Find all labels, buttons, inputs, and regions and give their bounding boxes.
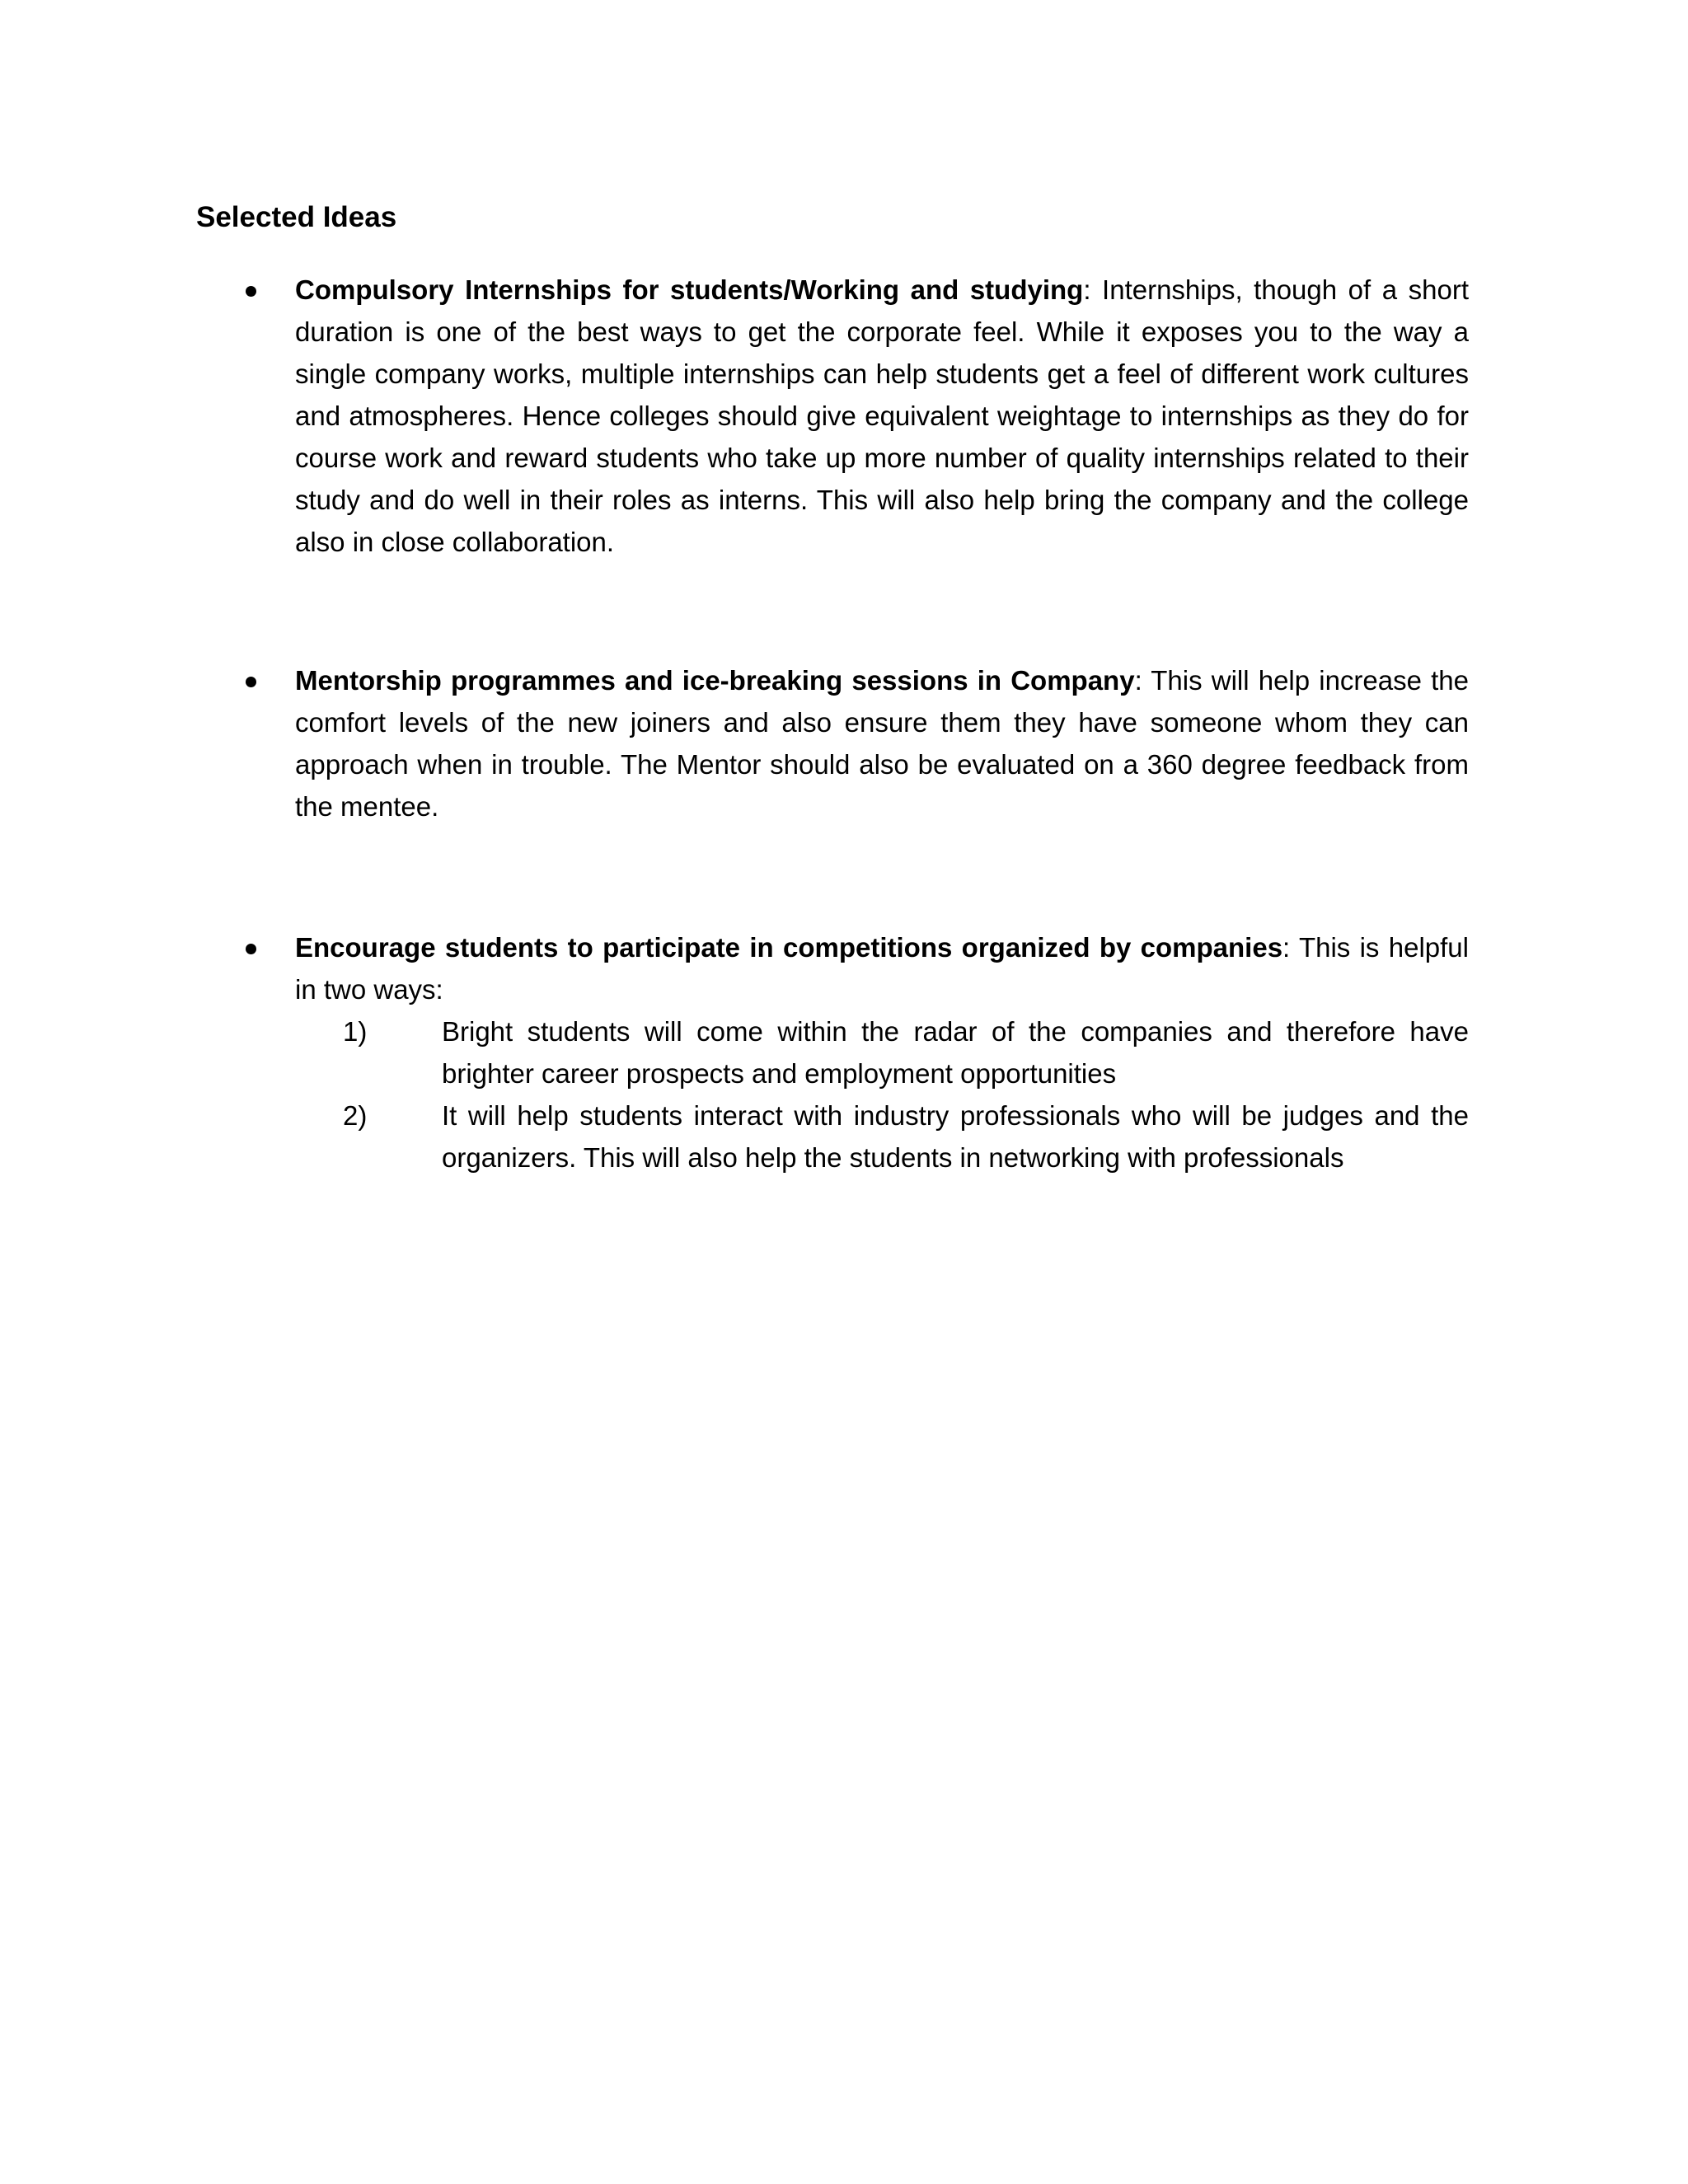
- bullet-icon: [246, 286, 256, 297]
- list-number: 1): [343, 1016, 368, 1047]
- list-item-body: This is helpful in two ways:: [295, 932, 1469, 1005]
- list-item-lead: Encourage students to participate in competitions organized by companies: [295, 932, 1283, 963]
- list-item-separator: :: [1083, 274, 1091, 305]
- list-item-text: [295, 269, 1469, 563]
- list-item-lead: Compulsory Internships for students/Working and studying: [295, 274, 1084, 305]
- list-item-lead: Mentorship programmes and ice-breaking sessions in Company: [295, 665, 1135, 696]
- numbered-list-item: [343, 1010, 1469, 1094]
- section-heading: Selected Ideas: [196, 201, 397, 233]
- list-item-body: This will help increase the comfort levels of the new joiners and also ensure them they have someone whom they can approach when in trouble. The Mentor should also be evaluated on a 360 degree feedback from the mentee.: [295, 665, 1469, 822]
- numbered-list-item: [343, 1094, 1469, 1179]
- numbered-list-text: Bright students will come within the radar of the companies and therefore have brighter career prospects and employment opportunities: [442, 1016, 1469, 1089]
- list-number: 2): [343, 1100, 368, 1131]
- numbered-list: [343, 1010, 1469, 1179]
- bullet-icon: [246, 944, 256, 954]
- list-item-separator: :: [1282, 932, 1291, 963]
- list-item-body: Internships, though of a short duration is one of the best ways to get the corporate feel. While it exposes you to the way a single company works, multiple internships can help students get a feel of different work cultures and atmospheres. Hence colleges should give equivalent weightage to internships as they do for course work and reward students who take up more number of quality internships related to their study and do well in their roles as interns. This will also help bring the company and the college also in close collaboration.: [295, 274, 1469, 557]
- list-item-text: [295, 926, 1469, 1010]
- list-item-text: [295, 659, 1469, 827]
- list-item-separator: :: [1134, 665, 1142, 696]
- numbered-list-text: It will help students interact with industry professionals who will be judges and the organizers. This will also help the students in networking with professionals: [442, 1100, 1469, 1173]
- bullet-icon: [246, 677, 256, 687]
